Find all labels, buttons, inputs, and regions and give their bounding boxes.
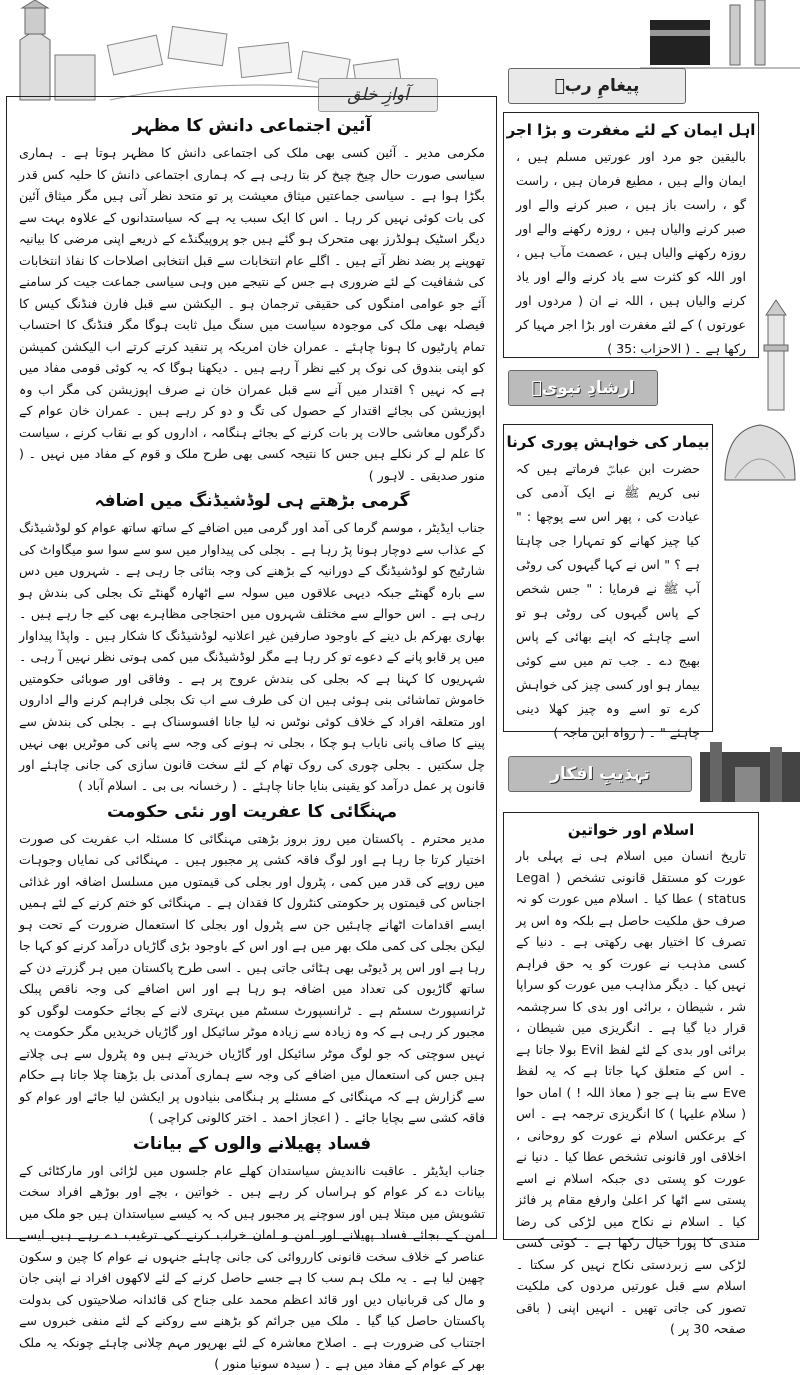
section-label-irshad-e-nabvi: ارشادِ نبویؐ xyxy=(508,370,658,406)
minaret-illustration xyxy=(752,300,800,410)
article-body: جناب ایڈیٹر ۔ عاقبت نااندیش سیاستدان کھلے عام جلسوں میں لڑائی اور مارکٹائی کے بیانات دے کر عوام کو ہراساں کر رہے ہیں ۔ خواتین ، بچے اور بوڑھے افراد سخت تشویش میں مبتلا ہیں اور سوچنے پر مجبور ہیں کہ یہ کیسے سیاستدان ہیں جو ملک میں امن کے بجائے فساد پھیلانے اور امن و امان خراب کرنے کی ترغیب دے رہے ہیں ایسے عناصر کے خلاف سخت قانونی کارروائی کی جانی چاہئے جنہوں نے عوام کا چین و سکون چھین لیا ہے ۔ یہ ملک ہم سب کا ہے جسے حاصل کرنے کے لئے لاکھوں افراد نے اپنی جان و مال کی قربانیاں دیں اور قائد اعظم محمد علی جناح کی قائدانہ صلاحیتوں کی بدولت پاکستان حاصل کیا گیا ۔ ملک میں جرائم کو بڑھنے سے روکنے کے لئے منفی خبروں سے اجتناب کی ضرورت ہے ۔ اصلاح معاشرہ کے لئے بھرپور مہم چلانی چاہئے چونکہ یہ ملک بھر کے عوام کے مفاد میں ہے ۔ ( سیدہ سونیا منور ) xyxy=(19,1162,485,1371)
sidebar-title: اہل ایمان کے لئے مغفرت و بڑا اجر xyxy=(506,121,756,139)
section-label-paigham-e-rab: پیغامِ ربؐ xyxy=(508,68,686,104)
kaaba-illustration xyxy=(640,0,800,70)
letters-column xyxy=(6,96,497,1371)
article-body: جناب ایڈیٹر ، موسم گرما کی آمد اور گرمی میں اضافے کے ساتھ ساتھ عوام کو لوڈشیڈنگ کے عذاب سے دوچار ہونا پڑ رہا ہے ۔ بجلی کی پیداوار میں سو سے سوا سو میگاواٹ کی شارٹیج کو لوڈشیڈنگ کے دورانیہ کے بڑھنے کی وجہ بتائی جا رہی ہے ۔ شہروں میں دس سے بارہ گھنٹے جبکہ دیہی علاقوں میں سولہ سے اٹھارہ گھنٹے تک بجلی کی بندش ہو رہی ہے ۔ اس حوالے سے مختلف شہروں میں احتجاجی مظاہرے بھی کیے جا رہے ہیں ۔ بھاری بھرکم بل دینے کے باوجود صارفین غیر اعلانیہ لوڈشیڈنگ کا شکار ہیں ۔ واپڈا پیداوار میں پر قابو پانے کے دعوے تو کر رہا ہے مگر لوڈشیڈنگ میں کمی ہوتی نظر نہیں آ رہی ۔ شہریوں کا کہنا ہے کہ بجلی کی بندش عروج پر ہے ۔ وفاقی اور صوبائی حکومتیں خاموش تماشائی بنی ہوئی ہیں ان کی طرف سے اب تک بجلی فراہم کرنے والے اداروں اور متعلقہ افراد کے خلاف کوئی نوٹس نہ لیا جانا افسوسناک ہے ۔ بجلی کی بندش سے پینے کا صاف پانی نایاب ہو چکا ، بجلی نہ ہونے کی وجہ سے پانی کی موٹریں بھی نہیں چل سکتیں ۔ بجلی چوری کی روک تھام کے لئے سخت قانون سازی کی جانی چاہئے اور قانون پر عمل درآمد کو یقینی بنایا جانا چاہئے ۔ ( رخسانہ بی بی ۔ اسلام آباد ) xyxy=(19,520,485,793)
article-title: فساد پھیلانے والوں کے بیانات xyxy=(132,1133,372,1154)
sidebar-box-quran xyxy=(503,112,759,358)
article-title: مہنگائی کا عفریت اور نئی حکومت xyxy=(107,801,397,822)
building-illustration xyxy=(700,742,800,802)
sidebar-body: بالیقین جو مرد اور عورتیں مسلم ہیں ، ایمان والے ہیں ، مطیع فرمان ہیں ، راست گو ، راست باز ہیں ، صبر کرنے والے اور صبر کرنے والیاں ہیں ، روزہ رکھنے والے اور روزہ رکھنے والیاں ہیں ، عصمت مآب ہیں ، اور اللہ کو کثرت سے یاد کرنے والے اور یاد کرنے والیاں ہیں ، اللہ نے ان ( مردوں اور عورتوں ) کے لئے مغفرت اور بڑا اجر مہیا کر رکھا ہے ۔ ( الاحزاب :35 ) xyxy=(516,149,746,356)
sidebar-title: بیمار کی خواہش پوری کرنا xyxy=(506,433,710,451)
sidebar-title: اسلام اور خواتین xyxy=(567,821,695,839)
letter-article xyxy=(19,490,485,797)
section-label-tehzeeb-e-afkar: تہذیبِ افکار xyxy=(508,756,692,792)
article-title: آئین اجتماعی دانش کا مظہر xyxy=(132,116,372,136)
sidebar-box-hadith xyxy=(503,424,713,740)
article-title: گرمی بڑھتے ہی لوڈشیڈنگ میں اضافہ xyxy=(94,491,410,511)
article-body: مکرمی مدیر ۔ آئین کسی بھی ملک کی اجتماعی دانش کا مظہر ہوتا ہے ۔ ہماری سیاسی صورت حال چیخ چیخ کر بتا رہی ہے کہ ہماری اجتماعی دانش کا حلیہ کس قدر بگڑا ہوا ہے ۔ سیاسی جماعتیں میثاق معیشت پر تو متحد نظر آتی ہیں مگر میثاق آئین کی بات کوئی نہیں کر رہا ۔ اس کا ایک سبب یہ ہے کہ سیاستدانوں کے علاوہ بہت سے دیگر اسٹیک ہولڈرز بھی متحرک ہو گئے ہیں جو پروپیگنڈے کے ذریعے اپنی مرضی کا بیانیہ تھوپنے پر بضد نظر آتے ہیں ۔ اگلے عام انتخابات سے قبل انتخابی اصلاحات کا نفاذ انتخابات کی شفافیت کے لئے ضروری ہے جس کے نتیجے میں وہی سیاسی جماعت جیت کر سامنے آئے جو عوامی امنگوں کی حقیقی ترجمان ہو ۔ الیکشن سے قبل فارن فنڈنگ کیس کا فیصلہ بھی ملک کی موجودہ سیاست میں سنگ میل ثابت ہوگا مگر فنڈنگ کا احتساب تمام پارٹیوں کا ہونا چاہئے ۔ عمران خان امریکہ پر تنقید کرتے کرتے اب الیکشن کمیشن کو اپنی بندوق کی نوک پر کیے نظر آ رہے ہیں ۔ دیکھنا ہوگا کہ یہ کوئی قومی مفاد میں ہے کہ نہیں ؟ اقتدار میں آنے سے قبل عمران خان نے صرف اپوزیشن کی مگر اب وہ اپوزیشن کی بجائے اقتدار کے حصول کی تگ و دو کر رہے ہیں ۔ عمران خان عوام کے دگرگوں معاشی حالات پر بات کرنے کے بجائے ہنگامہ ، اداروں کو بے نقاب کرنے ، سیاست کا علم لے کر نکلے ہیں جس کا نتیجہ کسی بھی طرح ملک و قوم کے مفاد میں نہیں ۔ ( منور صدیقی ۔ لاہور ) xyxy=(19,145,485,483)
sidebar-box-islam-women xyxy=(503,812,759,1336)
letter-article xyxy=(19,801,485,1129)
sidebar-body: تاریخ انسان میں اسلام ہی نے پہلی بار عورت کو مستقل قانونی تشخص ( Legal status ) عطا کیا ۔ اسلام میں عورت کو نہ صرف حق ملکیت حاصل ہے بلکہ وہ اس پر تصرف کا اختیار بھی رکھتی ہے ۔ دنیا کے کسی مذہب نے عورت کو یہ حق فراہم نہیں کیا ۔ دیگر مذاہب میں عورت کو سراپا شر ، شیطان ، برائی اور بدی کا سرچشمہ قرار دیا گیا ہے ۔ انگریزی میں شیطان ، برائی اور بدی کے لئے لفظ Evil بولا جاتا ہے ۔ اس کے متعلق کہا جاتا ہے کہ یہ لفظ Eve سے بنا ہے جو ( معاذ اللہ ! ) اماں حوا ( سلام علیہا ) کا انگریزی ترجمہ ہے ۔ اس کے برعکس اسلام نے عورت کو روحانی ، اخلاقی اور قانونی تشخص عطا کیا ۔ دنیا نے عورت کو پستی دی جبکہ اسلام نے اسے پستی سے اٹھا کر اعلیٰ وارفع مقام پر فائز کیا ۔ اسلام نے نکاح میں لڑکی کی رضا مندی کا پورا خیال رکھا ہے ۔ کوئی کسی لڑکی سے زبردستی نکاح نہیں کر سکتا ۔ اسلام سے قبل عورتیں مردوں کی ملکیت تصور کی جاتی تھیں ۔ انہیں اپنی ( باقی صفحہ 30 پر ) xyxy=(516,848,746,1336)
section-tab-awaz-e-khalq: آوازِ خلق xyxy=(318,78,438,112)
sidebar-body: حضرت ابن عباسؓ فرماتے ہیں کہ نبی کریم ﷺ نے ایک آدمی کی عیادت کی ، پھر اس سے پوچھا : " کیا چیز کھانے کو تمہارا جی چاہتا ہے ؟ " اس نے کہا گیہوں کی روٹی آپ ﷺ نے فرمایا : " جس شخص کے پاس گیہوں کی روٹی ہو تو اسے چاہئے کہ اپنے بھائی کے پاس بھیج دے ۔ جب تم میں سے کوئی بیمار ہو اور کسی چیز کی خواہش کرے تو اسے وہ چیز کھلا دینی چاہئے " ۔ ( رواہ ابن ماجہ ) xyxy=(516,461,700,740)
letter-article xyxy=(19,1133,485,1375)
letter-article xyxy=(19,115,485,486)
dome-illustration xyxy=(720,420,800,480)
article-body: مدیر محترم ۔ پاکستان میں روز بروز بڑھتی مہنگائی کا مسئلہ اب عفریت کی صورت اختیار کرتا جا رہا ہے اور لوگ فاقہ کشی پر مجبور ہیں ۔ مہنگائی کی نمایاں وجوہات میں روپے کی قدر میں کمی ، پٹرول اور بجلی کی قیمتوں میں مسلسل اضافہ اور غذائی اجناس کی قیمتوں پر حکومتی کنٹرول کا فقدان ہے ۔ مہنگائی کو ختم کرنے کے لئے ہمیں ایسے اقدامات اٹھانے چاہئیں جن سے پٹرول اور بجلی کا استعمال ضرورت کے تحت ہو لیکن بجلی کی کمی ملک بھر میں ہے اور اس کے باوجود بڑی گاڑیاں درآمد کرنے کو کہا جا رہا ہے اور اس پر ڈیوٹی بھی ہٹائی جاتی ہیں ۔ اسی طرح پاکستان میں ہر گزرتے دن کے ساتھ گاڑیوں کی تعداد میں اضافہ ہو رہا ہے اور اس اضافے کی وجہ ناقص پبلک ٹرانسپورٹ سسٹم ہے ۔ ٹرانسپورٹ سسٹم میں بہتری لانے کے بجائے حکومت لوگوں کو مجبور کر رہی ہے کہ وہ زیادہ سے زیادہ موٹر سائیکل اور گاڑیاں خریدیں مگر حکومت یہ نہیں سوچتی کہ جو لوگ موٹر سائیکل اور گاڑیاں خریدتے ہیں وہ پٹرول سے ہی چلاتے ہیں جس کی استعمال میں اضافے کی وجہ سے ہماری آمدنی بل بڑھتا چلا جاتا ہے حکام سے گزارش ہے کہ مہنگائی کے مسئلے پر ہنگامی بنیادوں پر ایکشن لیا جائے اور عوام کو فاقہ کشی سے بچایا جائے ۔ ( اعجاز احمد ۔ اختر کالونی کراچی ) xyxy=(19,830,485,1125)
